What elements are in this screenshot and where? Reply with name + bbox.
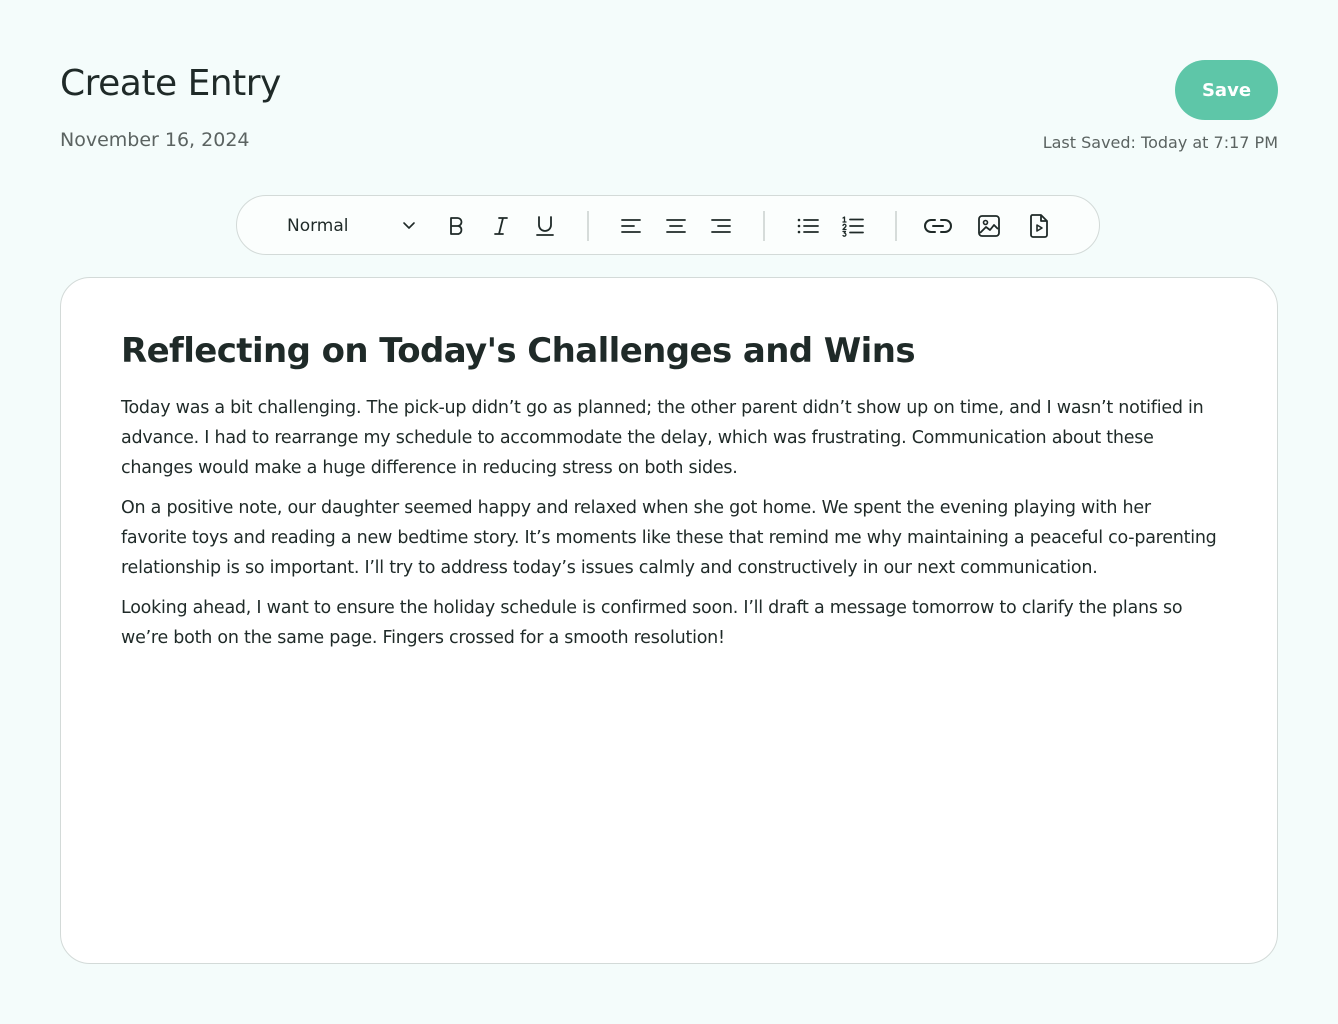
formatting-toolbar: [236, 195, 1100, 255]
toolbar-divider: [763, 211, 765, 241]
entry-body[interactable]: [121, 393, 1221, 663]
entry-paragraph[interactable]: On a positive note, our daughter seemed happy and relaxed when she got home. We spent the evening playing with her favorite toys and reading a new bedtime story. It’s moments like these that remind me why maintaining a peaceful co-parenting relationship is so important. I’ll try to address today’s issues calmly and constructively in our next communication.: [121, 498, 1217, 578]
page-title: Create Entry: [60, 63, 281, 104]
underline-icon[interactable]: [531, 208, 559, 244]
align-center-icon[interactable]: [662, 208, 690, 244]
toolbar-divider: [587, 211, 589, 241]
entry-heading[interactable]: Reflecting on Today's Challenges and Wins: [121, 331, 915, 371]
image-icon[interactable]: [975, 208, 1003, 244]
link-icon[interactable]: [921, 208, 955, 244]
text-style-value: Normal: [287, 216, 349, 236]
align-right-icon[interactable]: [707, 208, 735, 244]
italic-icon[interactable]: [487, 208, 515, 244]
align-left-icon[interactable]: [617, 208, 645, 244]
last-saved-status: Last Saved: Today at 7:17 PM: [1042, 133, 1278, 152]
toolbar-divider: [895, 211, 897, 241]
entry-editor[interactable]: [60, 277, 1278, 964]
save-button[interactable]: Save: [1175, 60, 1278, 120]
numbered-list-icon[interactable]: [839, 208, 867, 244]
entry-paragraph[interactable]: Looking ahead, I want to ensure the holiday schedule is confirmed soon. I’ll draft a message tomorrow to clarify the plans so we’re both on the same page. Fingers crossed for a smooth resolution!: [121, 598, 1183, 648]
bold-icon[interactable]: [442, 208, 470, 244]
entry-date: November 16, 2024: [60, 129, 250, 151]
entry-paragraph[interactable]: Today was a bit challenging. The pick-up didn’t go as planned; the other parent didn’t show up on time, and I wasn’t notified in advance. I had to rearrange my schedule to accommodate the delay, which was frustrating. Communication about these changes would make a huge difference in reducing stress on both sides.: [121, 398, 1204, 478]
chevron-down-icon: [401, 217, 417, 237]
text-style-select[interactable]: [287, 208, 417, 244]
bulleted-list-icon[interactable]: [794, 208, 822, 244]
video-file-icon[interactable]: [1026, 208, 1052, 244]
